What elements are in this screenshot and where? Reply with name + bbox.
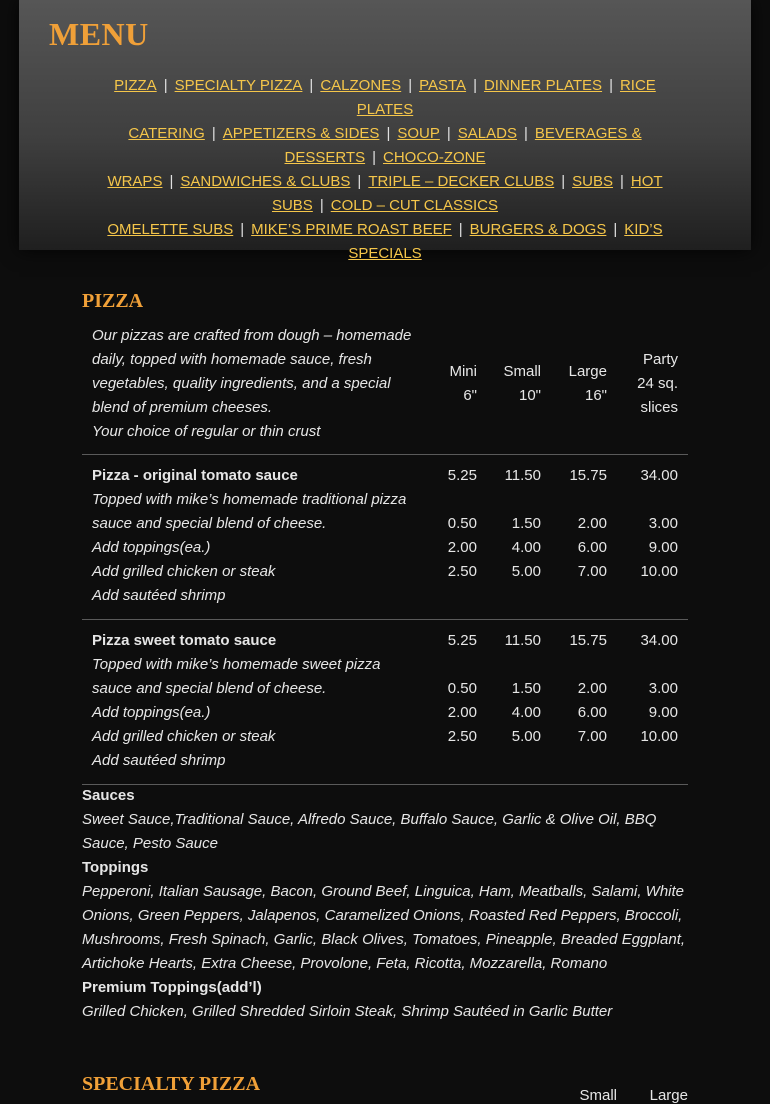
price-cell: 0.50 bbox=[447, 515, 477, 532]
nav-separator: | bbox=[613, 221, 618, 238]
nav-link-pasta[interactable]: PASTA bbox=[419, 77, 467, 94]
pizza-intro-text: Our pizzas are crafted from dough – homemade daily, topped with homemade sauce, fresh vegetables, quality ingredients, and a special blend of premium cheeses. bbox=[92, 327, 412, 416]
nav-separator: | bbox=[609, 77, 613, 94]
size-large-inches: 16" bbox=[584, 387, 607, 404]
add-on-label: Add toppings(ea.) bbox=[92, 704, 211, 721]
size-party-size: 24 sq. bbox=[637, 375, 678, 392]
nav-link-kid-s-specials[interactable]: KID’S SPECIALS bbox=[348, 221, 663, 262]
nav-separator: | bbox=[561, 173, 566, 190]
size-party-name: Party bbox=[642, 351, 678, 368]
divider bbox=[82, 454, 688, 455]
price-cell: 9.00 bbox=[648, 539, 678, 556]
premium-toppings-list: Grilled Chicken, Grilled Shredded Sirloin Steak, Shrimp Sautéed in Garlic Butter bbox=[82, 1003, 613, 1020]
pizza-item-description: Topped with mike’s homemade traditional pizza sauce and special blend of cheese. bbox=[92, 491, 407, 532]
specialty-size-large: Large bbox=[649, 1087, 688, 1104]
nav-separator: | bbox=[169, 173, 174, 190]
size-small-name: Small bbox=[503, 363, 541, 380]
nav-row bbox=[90, 74, 680, 122]
nav-link-dinner-plates[interactable]: DINNER PLATES bbox=[483, 77, 603, 94]
price-cell: 2.00 bbox=[577, 680, 607, 697]
price-cell bbox=[484, 488, 541, 512]
pizza-item-name: Pizza - original tomato sauce bbox=[92, 467, 298, 484]
price-cell: 6.00 bbox=[577, 539, 607, 556]
premium-toppings-heading: Premium Toppings(add’l) bbox=[82, 979, 262, 996]
price-cell: 15.75 bbox=[569, 467, 607, 484]
nav-link-choco-zone[interactable]: CHOCO-ZONE bbox=[383, 149, 486, 166]
nav-link-calzones[interactable]: CALZONES bbox=[320, 77, 402, 94]
nav-separator: | bbox=[309, 77, 314, 94]
price-cell bbox=[420, 653, 477, 677]
nav-link-salads[interactable]: SALADS bbox=[457, 125, 517, 142]
sauces-list: Sweet Sauce,Traditional Sauce, Alfredo Sauce, Buffalo Sauce, Garlic & Olive Oil, BBQ Sauce, Pesto Sauce bbox=[82, 811, 657, 852]
nav-link-pizza[interactable]: PIZZA bbox=[114, 77, 157, 94]
nav-link-mike-s-prime-roast-beef[interactable]: MIKE’S PRIME ROAST BEEF bbox=[251, 221, 452, 238]
nav-link-subs[interactable]: SUBS bbox=[572, 173, 613, 190]
size-small-header bbox=[484, 360, 541, 408]
price-column bbox=[484, 464, 541, 584]
toppings-list: Pepperoni, Italian Sausage, Bacon, Ground Beef, Linguica, Ham, Meatballs, Salami, White Onions, Green Peppers, Jalapenos, Caramelized Onions, Roasted Red Peppers, Broccoli, Mushrooms, Fresh Spinach, Garlic, Black Olives, Tomatoes, Pineapple, Breaded Eggplant, Artichoke Hearts, Extra Cheese, Provolone, Feta, Ricotta, Mozzarella, Romano bbox=[82, 883, 686, 972]
price-cell: 2.50 bbox=[447, 563, 477, 580]
nav-separator: | bbox=[357, 173, 362, 190]
add-on-label: Add sautéed shrimp bbox=[92, 752, 226, 769]
price-cell bbox=[550, 488, 607, 512]
nav-link-sandwiches-clubs[interactable]: SANDWICHES & CLUBS bbox=[180, 173, 351, 190]
price-cell: 10.00 bbox=[640, 728, 678, 745]
pizza-extras bbox=[82, 784, 688, 1024]
nav-link-cold-cut-classics[interactable]: COLD – CUT CLASSICS bbox=[330, 197, 499, 214]
price-cell: 2.00 bbox=[577, 515, 607, 532]
nav-link-omelette-subs[interactable]: OMELETTE SUBS bbox=[107, 221, 234, 238]
divider bbox=[82, 619, 688, 620]
size-mini-name: Mini bbox=[449, 363, 477, 380]
nav-separator: | bbox=[408, 77, 413, 94]
nav-link-burgers-dogs[interactable]: BURGERS & DOGS bbox=[469, 221, 607, 238]
price-cell: 2.50 bbox=[447, 728, 477, 745]
nav-row bbox=[90, 170, 680, 218]
add-on-label: Add sautéed shrimp bbox=[92, 587, 226, 604]
price-column bbox=[420, 629, 477, 749]
nav-link-specialty-pizza[interactable]: SPECIALTY PIZZA bbox=[174, 77, 303, 94]
nav-link-appetizers-sides[interactable]: APPETIZERS & SIDES bbox=[222, 125, 380, 142]
price-cell bbox=[618, 488, 678, 512]
price-cell: 0.50 bbox=[447, 680, 477, 697]
sauces-heading: Sauces bbox=[82, 787, 135, 804]
price-cell: 4.00 bbox=[511, 539, 541, 556]
size-mini-header bbox=[420, 360, 477, 408]
nav-separator: | bbox=[319, 197, 324, 214]
nav-separator: | bbox=[240, 221, 245, 238]
nav-separator: | bbox=[619, 173, 624, 190]
price-cell: 3.00 bbox=[648, 680, 678, 697]
nav-separator: | bbox=[458, 221, 463, 238]
size-large-name: Large bbox=[568, 363, 607, 380]
pizza-section-title: PIZZA bbox=[82, 290, 144, 312]
price-cell: 7.00 bbox=[577, 563, 607, 580]
price-cell: 2.00 bbox=[447, 704, 477, 721]
menu-title: MENU bbox=[49, 16, 149, 52]
price-column bbox=[550, 629, 607, 749]
price-cell: 5.25 bbox=[447, 467, 477, 484]
pizza-intro bbox=[92, 324, 422, 444]
size-party-header bbox=[618, 348, 678, 420]
price-column bbox=[618, 629, 678, 749]
size-mini-inches: 6" bbox=[463, 387, 477, 404]
price-column bbox=[550, 464, 607, 584]
price-cell: 4.00 bbox=[511, 704, 541, 721]
price-cell: 5.00 bbox=[511, 563, 541, 580]
price-cell bbox=[420, 488, 477, 512]
pizza-item bbox=[92, 629, 422, 773]
price-column bbox=[484, 629, 541, 749]
nav-row bbox=[90, 218, 680, 266]
nav-link-wraps[interactable]: WRAPS bbox=[107, 173, 163, 190]
price-cell: 11.50 bbox=[504, 467, 541, 484]
pizza-item-name: Pizza sweet tomato sauce bbox=[92, 632, 277, 649]
price-cell: 6.00 bbox=[577, 704, 607, 721]
size-party-slices: slices bbox=[640, 399, 678, 416]
nav-separator: | bbox=[473, 77, 477, 94]
price-cell: 5.25 bbox=[447, 632, 477, 649]
price-column bbox=[618, 464, 678, 584]
size-small-inches: 10" bbox=[518, 387, 541, 404]
nav-separator: | bbox=[386, 125, 391, 142]
price-cell bbox=[618, 653, 678, 677]
specialty-section-title: SPECIALTY PIZZA bbox=[82, 1073, 261, 1095]
nav-link-triple-decker-clubs[interactable]: TRIPLE – DECKER CLUBS bbox=[368, 173, 555, 190]
nav-link-catering[interactable]: CATERING bbox=[128, 125, 205, 142]
price-cell: 34.00 bbox=[640, 467, 678, 484]
add-on-label: Add grilled chicken or steak bbox=[92, 728, 276, 745]
size-large-header bbox=[550, 360, 607, 408]
price-column bbox=[420, 464, 477, 584]
price-cell: 2.00 bbox=[447, 539, 477, 556]
price-cell: 11.50 bbox=[504, 632, 541, 649]
add-on-label: Add toppings(ea.) bbox=[92, 539, 211, 556]
price-cell: 1.50 bbox=[511, 515, 541, 532]
nav-link-soup[interactable]: SOUP bbox=[397, 125, 440, 142]
add-on-label: Add grilled chicken or steak bbox=[92, 563, 276, 580]
nav-separator: | bbox=[372, 149, 376, 166]
specialty-size-small: Small bbox=[579, 1087, 617, 1104]
category-nav bbox=[90, 74, 680, 266]
price-cell bbox=[484, 653, 541, 677]
nav-separator: | bbox=[163, 77, 168, 94]
nav-link-hot-subs[interactable]: HOT SUBS bbox=[271, 173, 663, 214]
price-cell: 10.00 bbox=[640, 563, 678, 580]
price-cell: 3.00 bbox=[648, 515, 678, 532]
price-cell: 1.50 bbox=[511, 680, 541, 697]
pizza-item-description: Topped with mike’s homemade sweet pizza sauce and special blend of cheese. bbox=[92, 656, 381, 697]
nav-row bbox=[90, 122, 680, 170]
toppings-heading: Toppings bbox=[82, 859, 149, 876]
nav-link-rice-plates[interactable]: RICE PLATES bbox=[356, 77, 656, 118]
price-cell: 5.00 bbox=[511, 728, 541, 745]
nav-separator: | bbox=[523, 125, 528, 142]
price-cell bbox=[550, 653, 607, 677]
nav-separator: | bbox=[446, 125, 451, 142]
price-cell: 34.00 bbox=[640, 632, 678, 649]
price-cell: 15.75 bbox=[569, 632, 607, 649]
nav-link-beverages-desserts[interactable]: BEVERAGES & DESSERTS bbox=[284, 125, 642, 166]
crust-note: Your choice of regular or thin crust bbox=[92, 423, 321, 440]
nav-separator: | bbox=[211, 125, 216, 142]
price-cell: 7.00 bbox=[577, 728, 607, 745]
pizza-item bbox=[92, 464, 422, 608]
price-cell: 9.00 bbox=[648, 704, 678, 721]
